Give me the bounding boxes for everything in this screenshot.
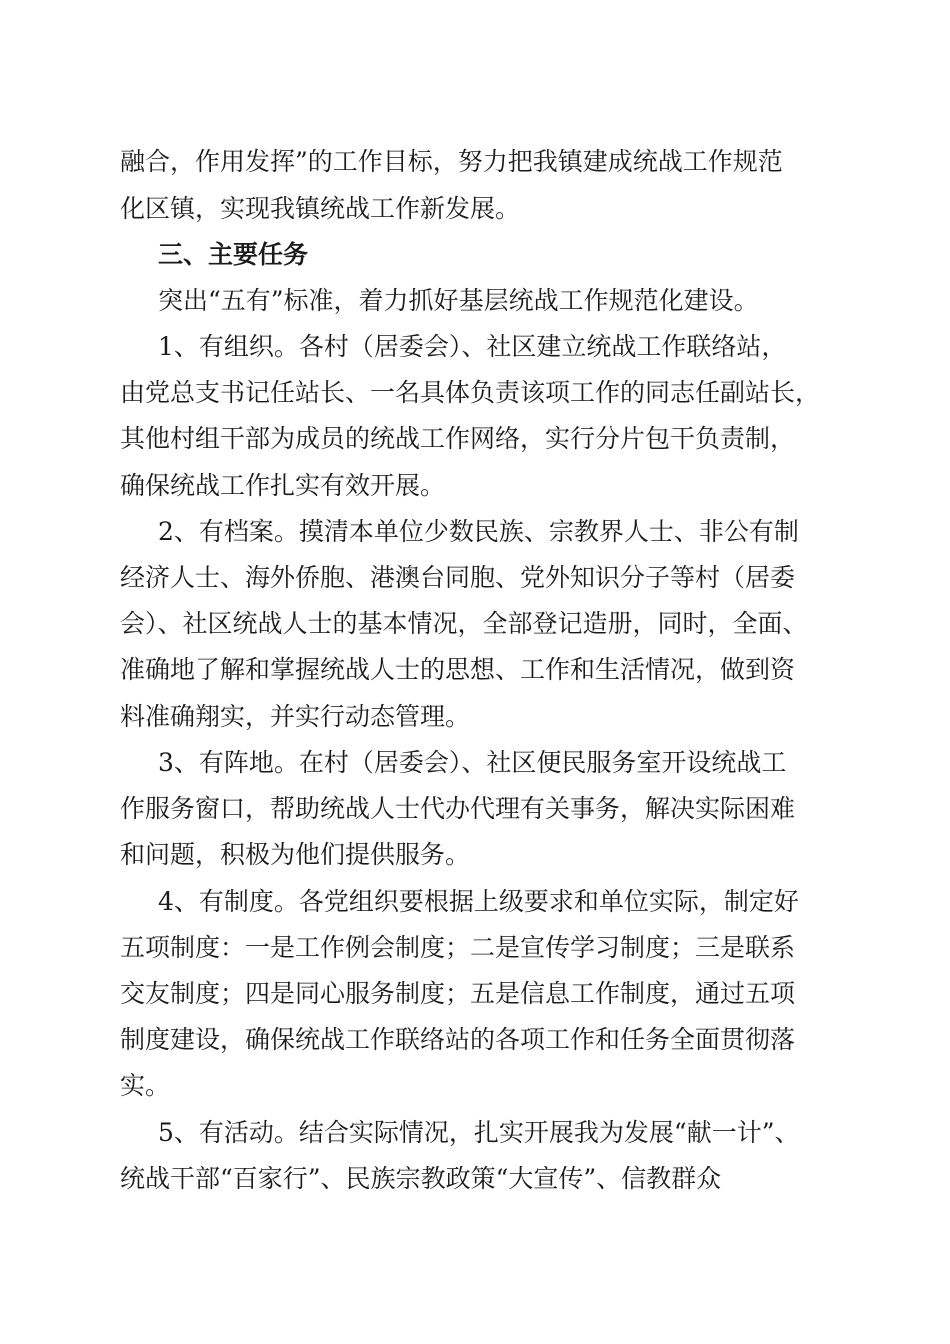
text-line-12: 准确地了解和掌握统战人士的思想、工作和生活情况，做到资 bbox=[120, 655, 796, 684]
text-line-4: 突出“五有”标准，着力抓好基层统战工作规范化建设。 bbox=[158, 286, 759, 315]
text-line-18: 五项制度：一是工作例会制度；二是宣传学习制度；三是联系 bbox=[120, 933, 796, 962]
text-line-2: 化区镇，实现我镇统战工作新发展。 bbox=[120, 194, 521, 223]
text-line-16: 和问题，积极为他们提供服务。 bbox=[120, 840, 471, 869]
text-line-7: 其他村组干部为成员的统战工作网络，实行分片包干负责制， bbox=[120, 424, 796, 453]
text-line-8: 确保统战工作扎实有效开展。 bbox=[120, 471, 446, 500]
text-line-1: 融合，作用发挥”的工作目标，努力把我镇建成统战工作规范 bbox=[120, 147, 783, 176]
text-line-19: 交友制度；四是同心服务制度；五是信息工作制度，通过五项 bbox=[120, 979, 796, 1008]
text-line-21: 实。 bbox=[120, 1071, 171, 1100]
text-line-14: 3、有阵地。在村（居委会）、社区便民服务室开设统战工 bbox=[158, 748, 787, 777]
text-line-15: 作服务窗口，帮助统战人士代办代理有关事务，解决实际困难 bbox=[120, 794, 796, 823]
text-line-13: 料准确翔实，并实行动态管理。 bbox=[120, 702, 471, 731]
text-line-20: 制度建设，确保统战工作联络站的各项工作和任务全面贯彻落 bbox=[120, 1025, 796, 1054]
text-line-6: 由党总支书记任站长、一名具体负责该项工作的同志任副站长， bbox=[120, 378, 821, 407]
text-line-23: 统战干部“百家行”、民族宗教政策“大宣传”、信教群众 bbox=[120, 1164, 722, 1193]
text-line-5: 1、有组织。各村（居委会）、社区建立统战工作联络站， bbox=[158, 332, 787, 361]
text-line-22: 5、有活动。结合实际情况，扎实开展我为发展“献一计”、 bbox=[158, 1118, 800, 1147]
text-line-10: 经济人士、海外侨胞、港澳台同胞、党外知识分子等村（居委 bbox=[120, 563, 796, 592]
section-heading: 三、主要任务 bbox=[158, 240, 309, 269]
text-line-9: 2、有档案。摸清本单位少数民族、宗教界人士、非公有制 bbox=[158, 517, 799, 546]
text-line-17: 4、有制度。各党组织要根据上级要求和单位实际，制定好 bbox=[158, 887, 799, 916]
text-line-11: 会）、社区统战人士的基本情况，全部登记造册，同时，全面、 bbox=[120, 609, 808, 638]
